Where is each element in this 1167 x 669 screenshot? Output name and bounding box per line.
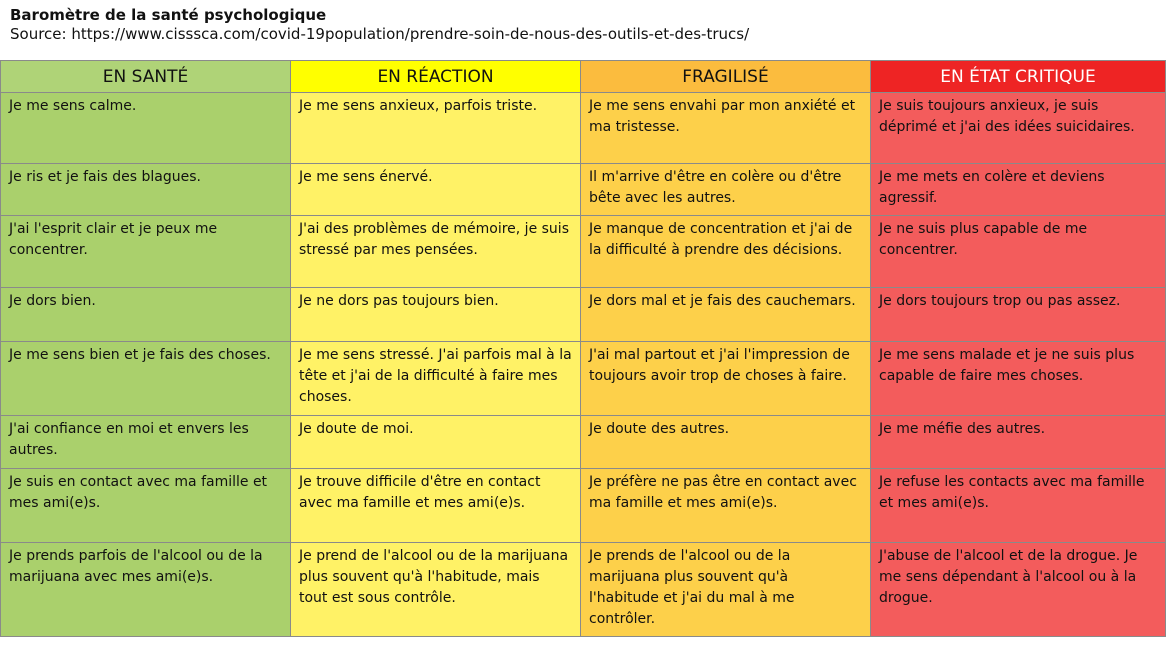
cell-etat-critique: Je me sens malade et je ne suis plus capable de faire mes choses.: [871, 342, 1166, 416]
cell-etat-critique: J'abuse de l'alcool et de la drogue. Je me sens dépendant à l'alcool ou à la drogue.: [871, 543, 1166, 637]
cell-etat-critique: Je me méfie des autres.: [871, 416, 1166, 469]
cell-en-sante: Je dors bien.: [1, 288, 291, 342]
cell-en-sante: Je ris et je fais des blagues.: [1, 164, 291, 216]
cell-en-reaction: J'ai des problèmes de mémoire, je suis stressé par mes pensées.: [291, 216, 581, 288]
table-row: [1, 93, 1166, 164]
table-row: [1, 469, 1166, 543]
cell-en-reaction: Je me sens stressé. J'ai parfois mal à la tête et j'ai de la difficulté à faire mes choses.: [291, 342, 581, 416]
source-line: Source: https://www.cisssca.com/covid-19population/prendre-soin-de-nous-des-outils-et-des-trucs/: [10, 25, 750, 43]
cell-etat-critique: Je me mets en colère et deviens agressif.: [871, 164, 1166, 216]
cell-en-sante: Je prends parfois de l'alcool ou de la marijuana avec mes ami(e)s.: [1, 543, 291, 637]
cell-etat-critique: Je refuse les contacts avec ma famille et mes ami(e)s.: [871, 469, 1166, 543]
header-en-reaction: EN RÉACTION: [291, 61, 581, 93]
header-etat-critique: EN ÉTAT CRITIQUE: [871, 61, 1166, 93]
cell-en-sante: Je suis en contact avec ma famille et mes ami(e)s.: [1, 469, 291, 543]
barometer-table: [0, 60, 1166, 637]
cell-en-sante: Je me sens calme.: [1, 93, 291, 164]
table-row: [1, 543, 1166, 637]
cell-etat-critique: Je ne suis plus capable de me concentrer.: [871, 216, 1166, 288]
cell-fragilise: Je préfère ne pas être en contact avec ma famille et mes ami(e)s.: [581, 469, 871, 543]
table-row: [1, 288, 1166, 342]
cell-fragilise: Il m'arrive d'être en colère ou d'être bête avec les autres.: [581, 164, 871, 216]
cell-fragilise: Je doute des autres.: [581, 416, 871, 469]
cell-etat-critique: Je dors toujours trop ou pas assez.: [871, 288, 1166, 342]
cell-en-reaction: Je trouve difficile d'être en contact avec ma famille et mes ami(e)s.: [291, 469, 581, 543]
document-title: Baromètre de la santé psychologique: [10, 6, 327, 24]
table-row: [1, 164, 1166, 216]
table-row: [1, 216, 1166, 288]
header-en-sante: EN SANTÉ: [1, 61, 291, 93]
cell-en-reaction: Je me sens anxieux, parfois triste.: [291, 93, 581, 164]
cell-en-reaction: Je prend de l'alcool ou de la marijuana plus souvent qu'à l'habitude, mais tout est sous contrôle.: [291, 543, 581, 637]
cell-en-sante: J'ai l'esprit clair et je peux me concentrer.: [1, 216, 291, 288]
cell-en-reaction: Je me sens énervé.: [291, 164, 581, 216]
cell-fragilise: Je prends de l'alcool ou de la marijuana plus souvent qu'à l'habitude et j'ai du mal à me contrôler.: [581, 543, 871, 637]
header-row: [1, 61, 1166, 93]
cell-fragilise: J'ai mal partout et j'ai l'impression de toujours avoir trop de choses à faire.: [581, 342, 871, 416]
cell-fragilise: Je me sens envahi par mon anxiété et ma tristesse.: [581, 93, 871, 164]
cell-en-reaction: Je doute de moi.: [291, 416, 581, 469]
cell-en-sante: J'ai confiance en moi et envers les autres.: [1, 416, 291, 469]
document-header: [10, 6, 1157, 44]
cell-fragilise: Je manque de concentration et j'ai de la difficulté à prendre des décisions.: [581, 216, 871, 288]
cell-en-reaction: Je ne dors pas toujours bien.: [291, 288, 581, 342]
header-fragilise: FRAGILISÉ: [581, 61, 871, 93]
cell-fragilise: Je dors mal et je fais des cauchemars.: [581, 288, 871, 342]
cell-etat-critique: Je suis toujours anxieux, je suis déprimé et j'ai des idées suicidaires.: [871, 93, 1166, 164]
cell-en-sante: Je me sens bien et je fais des choses.: [1, 342, 291, 416]
table-row: [1, 342, 1166, 416]
table-row: [1, 416, 1166, 469]
